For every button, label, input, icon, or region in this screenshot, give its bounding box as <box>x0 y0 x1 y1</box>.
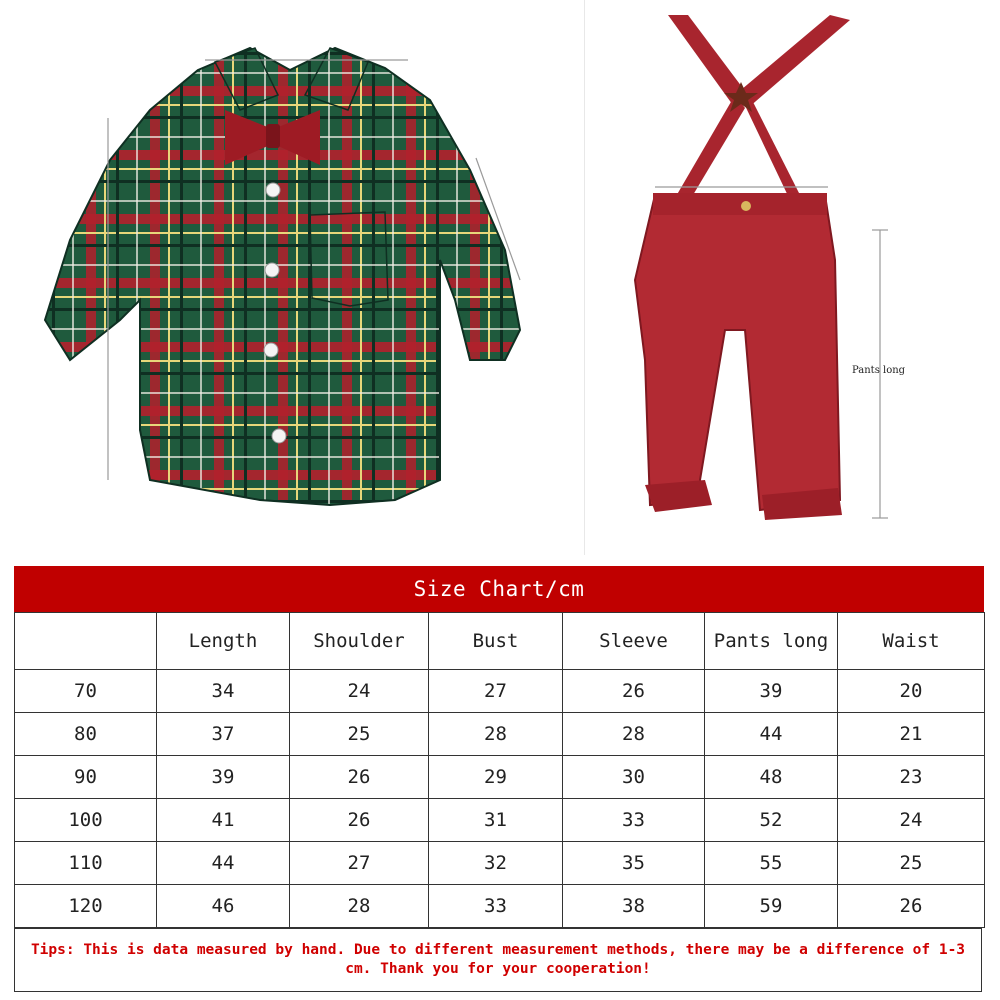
table-cell: 28 <box>563 713 705 756</box>
table-cell: 25 <box>838 842 985 885</box>
table-cell: 70 <box>15 670 157 713</box>
red-pants <box>635 15 850 520</box>
table-cell: 35 <box>563 842 705 885</box>
table-cell: 44 <box>157 842 290 885</box>
table-cell: 24 <box>290 670 429 713</box>
size-chart <box>14 566 984 994</box>
header-cell: Bust <box>429 613 563 670</box>
table-cell: 34 <box>157 670 290 713</box>
table-cell: 100 <box>15 799 157 842</box>
table-cell: 25 <box>290 713 429 756</box>
table-cell: 26 <box>838 885 985 928</box>
header-cell <box>15 613 157 670</box>
header-cell: Shoulder <box>290 613 429 670</box>
table-cell: 23 <box>838 756 985 799</box>
size-chart-title: Size Chart/cm <box>14 566 984 612</box>
table-cell: 37 <box>157 713 290 756</box>
header-cell: Waist <box>838 613 985 670</box>
pants-long-label: Pants long <box>852 365 906 376</box>
table-row <box>15 670 985 713</box>
table-cell: 29 <box>429 756 563 799</box>
table-header-row <box>15 613 985 670</box>
table-cell: 28 <box>290 885 429 928</box>
table-cell: 46 <box>157 885 290 928</box>
header-cell: Pants long <box>705 613 838 670</box>
table-cell: 21 <box>838 713 985 756</box>
table-cell: 90 <box>15 756 157 799</box>
table-cell: 52 <box>705 799 838 842</box>
table-cell: 110 <box>15 842 157 885</box>
table-row <box>15 799 985 842</box>
table-cell: 39 <box>157 756 290 799</box>
table-cell: 27 <box>290 842 429 885</box>
table-cell: 48 <box>705 756 838 799</box>
tips-note: Tips: This is data measured by hand. Due to different measurement methods, there may be a difference of 1-3 cm. Thank you for your cooperation! <box>14 928 982 992</box>
table-cell: 24 <box>838 799 985 842</box>
table-cell: 120 <box>15 885 157 928</box>
table-cell: 28 <box>429 713 563 756</box>
table-row <box>15 713 985 756</box>
table-cell: 38 <box>563 885 705 928</box>
plaid-shirt <box>45 48 520 505</box>
table-row <box>15 842 985 885</box>
table-cell: 30 <box>563 756 705 799</box>
table-row <box>15 885 985 928</box>
size-table <box>14 612 985 928</box>
table-cell: 31 <box>429 799 563 842</box>
table-cell: 80 <box>15 713 157 756</box>
header-cell: Length <box>157 613 290 670</box>
header-cell: Sleeve <box>563 613 705 670</box>
table-cell: 20 <box>838 670 985 713</box>
table-cell: 32 <box>429 842 563 885</box>
table-cell: 26 <box>290 756 429 799</box>
table-cell: 26 <box>563 670 705 713</box>
table-cell: 41 <box>157 799 290 842</box>
table-cell: 27 <box>429 670 563 713</box>
table-cell: 33 <box>429 885 563 928</box>
table-cell: 39 <box>705 670 838 713</box>
table-cell: 55 <box>705 842 838 885</box>
table-cell: 44 <box>705 713 838 756</box>
table-cell: 26 <box>290 799 429 842</box>
table-cell: 33 <box>563 799 705 842</box>
table-row <box>15 756 985 799</box>
table-cell: 59 <box>705 885 838 928</box>
